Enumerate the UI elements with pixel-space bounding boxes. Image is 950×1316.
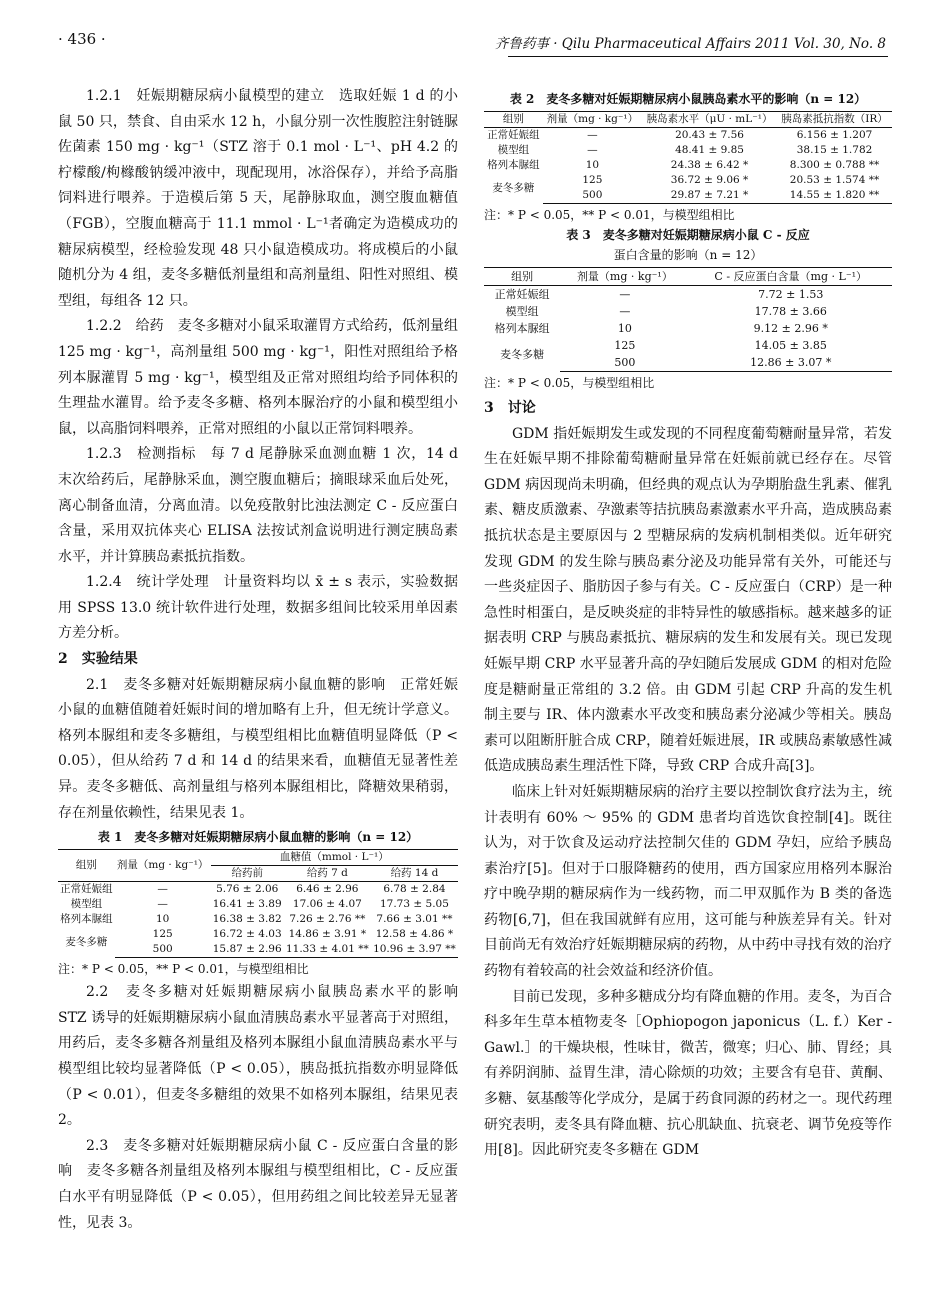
t2-cell-insulin: 36.72 ± 9.06 * [670,174,749,186]
t2-cell-dose: 10 [585,159,600,171]
t1-header-dose: 剂量（mg · kg⁻¹） [115,850,211,882]
t3-cell-group: 麦冬多糖 [500,347,545,361]
t1-cell-14d: 12.58 ± 4.86 * [375,928,454,941]
t3-cell-group: 模型组 [505,305,539,318]
table-1 [58,849,458,958]
t3-cell-dose: — [619,305,631,318]
table-2 [484,111,892,204]
table-row [484,286,892,304]
t2-cell-group: 正常妊娠组 [487,129,540,141]
t2-cell-dose: 500 [543,188,642,204]
t2-cell-group: 格列本脲组 [487,159,540,171]
t1-cell-group: 正常妊娠组 [60,883,113,896]
t1-cell-14d: 10.96 ± 3.97 ** [371,942,458,958]
para-1-2-3: 1.2.3 检测指标 每 7 d 尾静脉采血测血糖 1 次，14 d 末次给药后，尾静脉采血，测空腹血糖后；摘眼球采血后处死，离心制备血清，分离血清。以免疫散射比浊法测定 C - 反应蛋白含量，采用双抗体夹心 ELISA 法按试剂盒说明进行测定胰岛素水平，并计算胰岛素抵抗指数。 [58,446,458,565]
page-number: · 436 · [58,30,106,48]
table-3-caption-line2: 蛋白含量的影响（n = 12） [613,248,763,262]
t2-header-ir: 胰岛素抵抗指数（IR） [777,112,892,128]
t3-header-group: 组别 [484,268,560,286]
t2-cell-dose: 125 [582,174,603,186]
t3-cell-dose: — [619,288,631,301]
table-3 [484,267,892,372]
section-heading-3: 3 讨论 [484,400,536,416]
table-row [484,320,892,337]
t1-cell-dose: — [157,883,168,896]
table-row [58,897,458,912]
table-3-note: 注：* P < 0.05，与模型组相比 [484,376,655,390]
t1-header-14d: 给药 14 d [371,866,458,882]
t2-cell-ir: 14.55 ± 1.820 ** [777,188,892,204]
discussion-para-3: 目前已发现，多种多糖成分均有降血糖的作用。麦冬，为百合科多年生草本植物麦冬［Ophiopogon japonicus（L. f.）Ker - Gawl.］的干燥块根，性味甘，微苦，微寒；归心、肺、胃经；具有养阴润肺、益胃生津，清心除烦的功效；主要含有皂苷、黄酮、多糖、氨基酸等化学成分，是属于药食同源的药材之一。现代药理研究表明，麦冬具有降血糖、抗心肌缺血、抗衰老、调节免疫等作用[8]。因此研究麦冬多糖在 GDM [484,988,892,1159]
table-row [484,337,892,354]
t2-cell-ir: 38.15 ± 1.782 [796,144,873,156]
table-row [484,128,892,144]
table-3-caption-line1: 表 3 麦冬多糖对妊娠期糖尿病小鼠 C - 反应 [566,228,810,242]
table-row [58,912,458,927]
t2-cell-insulin: 48.41 ± 9.85 [675,144,744,156]
t2-cell-insulin: 20.43 ± 7.56 [675,129,744,141]
t2-header-group: 组别 [484,112,543,128]
t1-cell-7d: 7.26 ± 2.76 ** [289,913,366,926]
t3-cell-group: 正常妊娠组 [494,288,550,301]
table-row [58,882,458,898]
left-column [58,84,472,1236]
t1-cell-group: 模型组 [70,898,103,911]
table-row [58,927,458,942]
t1-cell-7d: 6.46 ± 2.96 [296,883,359,896]
t1-cell-dose: 125 [152,928,173,941]
journal-title: 齐鲁药事 · Qilu Pharmaceutical Affairs 2011 Vol. 30, No. 8 [494,36,886,52]
t2-cell-ir: 8.300 ± 0.788 ** [789,159,880,171]
t1-cell-dose: 500 [115,942,211,958]
t3-cell-dose: 125 [614,339,636,352]
t1-header-7d: 给药 7 d [284,866,371,882]
t3-cell-crp: 9.12 ± 2.96 * [753,322,828,335]
t3-cell-crp: 14.05 ± 3.85 [754,339,827,352]
t1-cell-dose: — [157,898,168,911]
t2-cell-group: 模型组 [497,144,530,156]
t1-cell-7d: 14.86 ± 3.91 * [288,928,367,941]
section-heading-2: 2 实验结果 [58,651,138,668]
t2-cell-ir: 6.156 ± 1.207 [796,129,873,141]
para-1-2-2: 1.2.2 给药 麦冬多糖对小鼠采取灌胃方式给药，低剂量组 125 mg · kg⁻¹，高剂量组 500 mg · kg⁻¹，阳性对照组给予格列本脲灌胃 5 mg · kg⁻¹，模型组及正常对照组均给予同体积的生理盐水灌胃。给予麦冬多糖、格列本脲治疗的小鼠和模型组小鼠，以高脂饲料喂养，正常对照组的小鼠以正常饲料喂养。 [58,318,458,437]
t3-header-dose: 剂量（mg · kg⁻¹） [560,268,689,286]
page-header [0,10,950,50]
table-2-note: 注：* P < 0.05，** P < 0.01，与模型组相比 [484,208,735,222]
t1-cell-14d: 7.66 ± 3.01 ** [376,913,453,926]
t2-cell-group: 麦冬多糖 [492,181,535,194]
t3-cell-dose: 10 [617,322,632,335]
t1-cell-group: 格列本脲组 [60,913,113,926]
table-row [484,188,892,204]
table-row [484,173,892,188]
table-1-caption: 表 1 麦冬多糖对妊娠期糖尿病小鼠血糖的影响（n = 12） [97,830,419,845]
t1-header-glucose: 血糖值（mmol · L⁻¹） [211,850,458,866]
t2-header-insulin: 胰岛素水平（μU · mL⁻¹） [642,112,777,128]
t3-cell-dose: 500 [560,354,689,372]
para-1-2-1: 1.2.1 妊娠期糖尿病小鼠模型的建立 选取妊娠 1 d 的小鼠 50 只，禁食、自由采水 12 h，小鼠分别一次性腹腔注射链脲佐菌素 150 mg · kg⁻¹（STZ 溶于 0.1 mol · L⁻¹、pH 4.2 的柠檬酸/枸橼酸钠缓冲液中，现配现用，冰浴保存），并给予高脂饲料进行喂养。于造模后第 5 天，尾静脉取血，测空腹血糖值（FGB），空腹血糖高于 11.1 mmol · L⁻¹者确定为造模成功的糖尿病模型，经检验发现 48 只小鼠造模成功。将成模后的小鼠随机分为 4 组，麦冬多糖低剂量组和高剂量组、阳性对照组、模型组，每组各 12 只。 [58,88,458,309]
t1-cell-before: 5.76 ± 2.06 [216,883,279,896]
t3-header-crp: C - 反应蛋白含量（mg · L⁻¹） [689,268,892,286]
t2-cell-dose: — [587,129,598,141]
t1-cell-before: 16.72 ± 4.03 [212,928,282,941]
t1-cell-14d: 6.78 ± 2.84 [383,883,446,896]
header-rule [508,56,888,57]
para-2-2: 2.2 麦冬多糖对妊娠期糖尿病小鼠胰岛素水平的影响 STZ 诱导的妊娠期糖尿病小鼠血清胰岛素水平显著高于对照组，用药后，麦冬多糖各剂量组及格列本脲组小鼠血清胰岛素水平与模型组比较均显著降低（P < 0.05），胰岛抵抗指数亦明显降低（P < 0.01），但麦冬多糖组的效果不如格列本脲组，结果见表 2。 [58,984,472,1129]
t2-cell-insulin: 24.38 ± 6.42 * [670,159,749,171]
discussion-para-1: GDM 指妊娠期发生或发现的不同程度葡萄糖耐量异常，若发生在妊娠早期不排除葡萄糖耐量异常在妊娠前就已经存在。尽管 GDM 病因现尚未明确，但经典的观点认为孕期胎盘生乳素、催乳素、糖皮质激素、孕激素等拮抗胰岛素激素水平升高，造成胰岛素抵抗状态是主要原因与 2 型糖尿病的发病机制相类似。近年研究发现 GDM 的发生除与胰岛素分泌及功能异常有关外，可能还与一些炎症因子、脂肪因子参与有关。C - 反应蛋白（CRP）是一种急性时相蛋白，是反映炎症的非特异性的敏感指标。越来越多的证据表明 CRP 与胰岛素抵抗、糖尿病的发生和发展有关。现已发现妊娠早期 CRP 水平显著升高的孕妇随后发展成 GDM 的相对危险度是糖耐量正常组的 3.2 倍。由 GDM 引起 CRP 升高的发生机制主要与 IR、体内激素水平改变和胰岛素分泌减少等相关。胰岛素可以阻断肝脏合成 CRP，随着妊娠进展，IR 或胰岛素敏感性减低造成胰岛素生理活性下降，导致 CRP 合成升高[3]。 [484,425,892,775]
table-row [484,303,892,320]
table-2-caption: 表 2 麦冬多糖对妊娠期糖尿病小鼠胰岛素水平的影响（n = 12） [509,92,867,106]
t2-header-dose: 剂量（mg · kg⁻¹） [543,112,642,128]
table-row [58,942,458,958]
t2-cell-ir: 20.53 ± 1.574 ** [789,174,880,186]
t3-cell-crp: 7.72 ± 1.53 [758,288,824,301]
discussion-para-2: 临床上针对妊娠期糖尿病的治疗主要以控制饮食疗法为主，统计表明有 60% ～ 95% 的 GDM 患者均首选饮食控制[4]。既往认为，对于饮食及运动疗法控制欠佳的 GDM 孕妇，应给予胰岛素治疗[5]。但对于口服降糖药的使用，西方国家应用格列本脲治疗中晚孕期的糖尿病作为一线药物，而二甲双胍作为 B 类的备选药物[6,7]，但在我国就鲜有应用，这可能与种族差异有关。针对目前尚无有效治疗妊娠期糖尿病的药物，从中药中寻找有效的治疗药物有着较高的社会效益和经济价值。 [484,783,892,980]
t1-cell-dose: 10 [155,913,170,926]
para-1-2-4: 1.2.4 统计学处理 计量资料均以 x̄ ± s 表示，实验数据用 SPSS 13.0 统计软件进行处理，数据多组间比较采用单因素方差分析。 [58,574,458,642]
t1-cell-before: 16.38 ± 3.82 [212,913,282,926]
t1-cell-before: 15.87 ± 2.96 [211,942,284,958]
right-column [484,88,892,1164]
t1-cell-7d: 11.33 ± 4.01 ** [284,942,371,958]
t2-cell-dose: — [587,144,598,156]
t3-cell-crp: 12.86 ± 3.07 * [689,354,892,372]
t1-header-before: 给药前 [211,866,284,882]
t1-cell-group: 麦冬多糖 [65,935,108,948]
t3-cell-group: 格列本脲组 [494,322,550,335]
t3-cell-crp: 17.78 ± 3.66 [754,305,827,318]
t1-cell-7d: 17.06 ± 4.07 [292,898,362,911]
table-row [484,158,892,173]
t2-cell-insulin: 29.87 ± 7.21 * [642,188,777,204]
t1-header-group: 组别 [58,850,115,882]
table-row [484,143,892,158]
t1-cell-before: 16.41 ± 3.89 [212,898,282,911]
t1-cell-14d: 17.73 ± 5.05 [379,898,449,911]
para-2-3: 2.3 麦冬多糖对妊娠期糖尿病小鼠 C - 反应蛋白含量的影响 麦冬多糖各剂量组及格列本脲组与模型组相比，C - 反应蛋白水平有明显降低（P < 0.05），但用药组之间比较差异无显著性，见表 3。 [58,1137,458,1231]
table-1-note: 注：* P < 0.05，** P < 0.01，与模型组相比 [58,962,309,977]
para-2-1: 2.1 麦冬多糖对妊娠期糖尿病小鼠血糖的影响 正常妊娠小鼠的血糖值随着妊娠时间的增加略有上升，但无统计学意义。格列本脲组和麦冬多糖组，与模型组相比血糖值明显降低（P < 0.05），但从给药 7 d 和 14 d 的结果来看，血糖值无显著性差异。麦冬多糖低、高剂量组与格列本脲组相比，降糖效果稍弱，存在剂量依赖性，结果见表 1。 [58,676,458,821]
